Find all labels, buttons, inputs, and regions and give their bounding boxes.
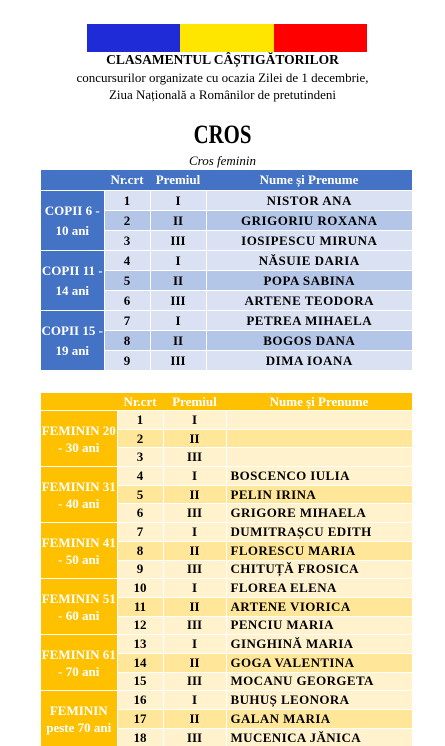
row-prize: II — [163, 653, 226, 672]
col-premiu: Premiul — [163, 393, 226, 411]
col-nume: Nume și Prenume — [226, 393, 412, 411]
row-prize: I — [163, 579, 226, 598]
row-prize: III — [163, 672, 226, 691]
row-name: BOSCENCO IULIA — [226, 467, 412, 486]
row-name — [226, 411, 412, 430]
table-row — [41, 251, 412, 271]
group-label: FEMININ peste 70 ani — [41, 691, 117, 746]
row-number: 9 — [117, 560, 163, 579]
event-title: CROS — [193, 120, 252, 149]
event-subtitle: Cros feminin — [188, 153, 257, 168]
row-name: BUHUȘ LEONORA — [226, 691, 412, 710]
row-prize: II — [150, 271, 206, 291]
row-prize: III — [150, 231, 206, 251]
row-number: 12 — [117, 616, 163, 635]
row-name: GOGA VALENTINA — [226, 653, 412, 672]
row-number: 17 — [117, 710, 163, 729]
row-prize: II — [163, 597, 226, 616]
group-label: FEMININ 31 - 40 ani — [41, 467, 117, 523]
table-header-row — [41, 393, 412, 411]
row-name: DUMITRAȘCU EDITH — [226, 523, 412, 542]
row-prize: I — [150, 311, 206, 331]
row-prize: I — [150, 251, 206, 271]
group-label: COPII 15 - 19 ani — [41, 311, 104, 371]
row-number: 5 — [117, 485, 163, 504]
row-number: 9 — [104, 351, 150, 371]
row-prize: I — [163, 691, 226, 710]
row-number: 4 — [117, 467, 163, 486]
romanian-flag — [87, 24, 367, 52]
row-number: 10 — [117, 579, 163, 598]
row-number: 7 — [117, 523, 163, 542]
row-name: ARTENE VIORICA — [226, 597, 412, 616]
row-name: MUCENICA JĂNICA — [226, 728, 412, 746]
row-prize: II — [163, 710, 226, 729]
row-number: 13 — [117, 635, 163, 654]
row-name: GINGHINĂ MARIA — [226, 635, 412, 654]
row-name: PENCIU MARIA — [226, 616, 412, 635]
group-label: FEMININ 41 - 50 ani — [41, 523, 117, 579]
table-row — [41, 411, 412, 430]
row-number: 8 — [117, 541, 163, 560]
row-number: 3 — [117, 448, 163, 467]
row-prize: I — [163, 467, 226, 486]
row-number: 15 — [117, 672, 163, 691]
col-nr: Nr.crt — [117, 393, 163, 411]
table-row — [41, 467, 412, 486]
row-prize: III — [163, 728, 226, 746]
row-name: PETREA MIHAELA — [206, 311, 412, 331]
row-name: DIMA IOANA — [206, 351, 412, 371]
row-name — [226, 429, 412, 448]
row-name: GRIGORIU ROXANA — [206, 211, 412, 231]
page-title: CLASAMENTUL CÂȘTIGĂTORILOR — [106, 52, 339, 67]
row-prize: II — [163, 429, 226, 448]
table-row — [41, 691, 412, 710]
women-results-table — [41, 393, 412, 746]
col-nume: Nume și Prenume — [206, 170, 412, 191]
row-number: 7 — [104, 311, 150, 331]
col-nr: Nr.crt — [104, 170, 150, 191]
row-prize: II — [163, 541, 226, 560]
row-number: 3 — [104, 231, 150, 251]
row-name: ARTENE TEODORA — [206, 291, 412, 311]
col-group — [41, 393, 117, 411]
row-number: 4 — [104, 251, 150, 271]
row-number: 11 — [117, 597, 163, 616]
row-number: 16 — [117, 691, 163, 710]
header-line-2: concursurilor organizate cu ocazia Zilei de 1 decembrie, — [76, 70, 369, 85]
row-prize: III — [163, 504, 226, 523]
row-prize: II — [150, 211, 206, 231]
row-name: NĂSUIE DARIA — [206, 251, 412, 271]
row-prize: III — [163, 448, 226, 467]
row-name: MOCANU GEORGETA — [226, 672, 412, 691]
flag-blue-stripe — [87, 24, 180, 52]
row-name: CHITUȚĂ FROSICA — [226, 560, 412, 579]
group-label: COPII 6 - 10 ani — [41, 191, 104, 251]
row-number: 8 — [104, 331, 150, 351]
row-prize: I — [150, 191, 206, 211]
row-prize: III — [150, 351, 206, 371]
row-number: 1 — [104, 191, 150, 211]
row-name: IOSIPESCU MIRUNA — [206, 231, 412, 251]
row-name: POPA SABINA — [206, 271, 412, 291]
table-row — [41, 311, 412, 331]
row-number: 6 — [104, 291, 150, 311]
table-row — [41, 191, 412, 211]
table-row — [41, 635, 412, 654]
row-name: NISTOR ANA — [206, 191, 412, 211]
row-prize: I — [163, 411, 226, 430]
row-name: GRIGORE MIHAELA — [226, 504, 412, 523]
flag-yellow-stripe — [180, 24, 273, 52]
group-label: FEMININ 51 - 60 ani — [41, 579, 117, 635]
row-name: FLOREA ELENA — [226, 579, 412, 598]
row-prize: I — [163, 635, 226, 654]
row-number: 5 — [104, 271, 150, 291]
row-name: GALAN MARIA — [226, 710, 412, 729]
row-prize: III — [163, 616, 226, 635]
row-name: BOGOS DANA — [206, 331, 412, 351]
group-label: FEMININ 20 - 30 ani — [41, 411, 117, 467]
row-prize: II — [163, 485, 226, 504]
row-number: 6 — [117, 504, 163, 523]
row-name: FLORESCU MARIA — [226, 541, 412, 560]
table-row — [41, 579, 412, 598]
col-group — [41, 170, 104, 191]
row-prize: III — [163, 560, 226, 579]
row-prize: III — [150, 291, 206, 311]
table-row — [41, 523, 412, 542]
group-label: FEMININ 61 - 70 ani — [41, 635, 117, 691]
row-number: 1 — [117, 411, 163, 430]
header-line-3: Ziua Națională a Românilor de pretutindeni — [108, 87, 337, 102]
group-label: COPII 11 - 14 ani — [41, 251, 104, 311]
row-name — [226, 448, 412, 467]
col-premiu: Premiul — [150, 170, 206, 191]
row-number: 2 — [104, 211, 150, 231]
flag-red-stripe — [274, 24, 367, 52]
row-number: 18 — [117, 728, 163, 746]
row-name: PELIN IRINA — [226, 485, 412, 504]
row-number: 2 — [117, 429, 163, 448]
children-results-table — [41, 170, 412, 371]
row-prize: II — [150, 331, 206, 351]
row-prize: I — [163, 523, 226, 542]
row-number: 14 — [117, 653, 163, 672]
table-header-row — [41, 170, 412, 191]
